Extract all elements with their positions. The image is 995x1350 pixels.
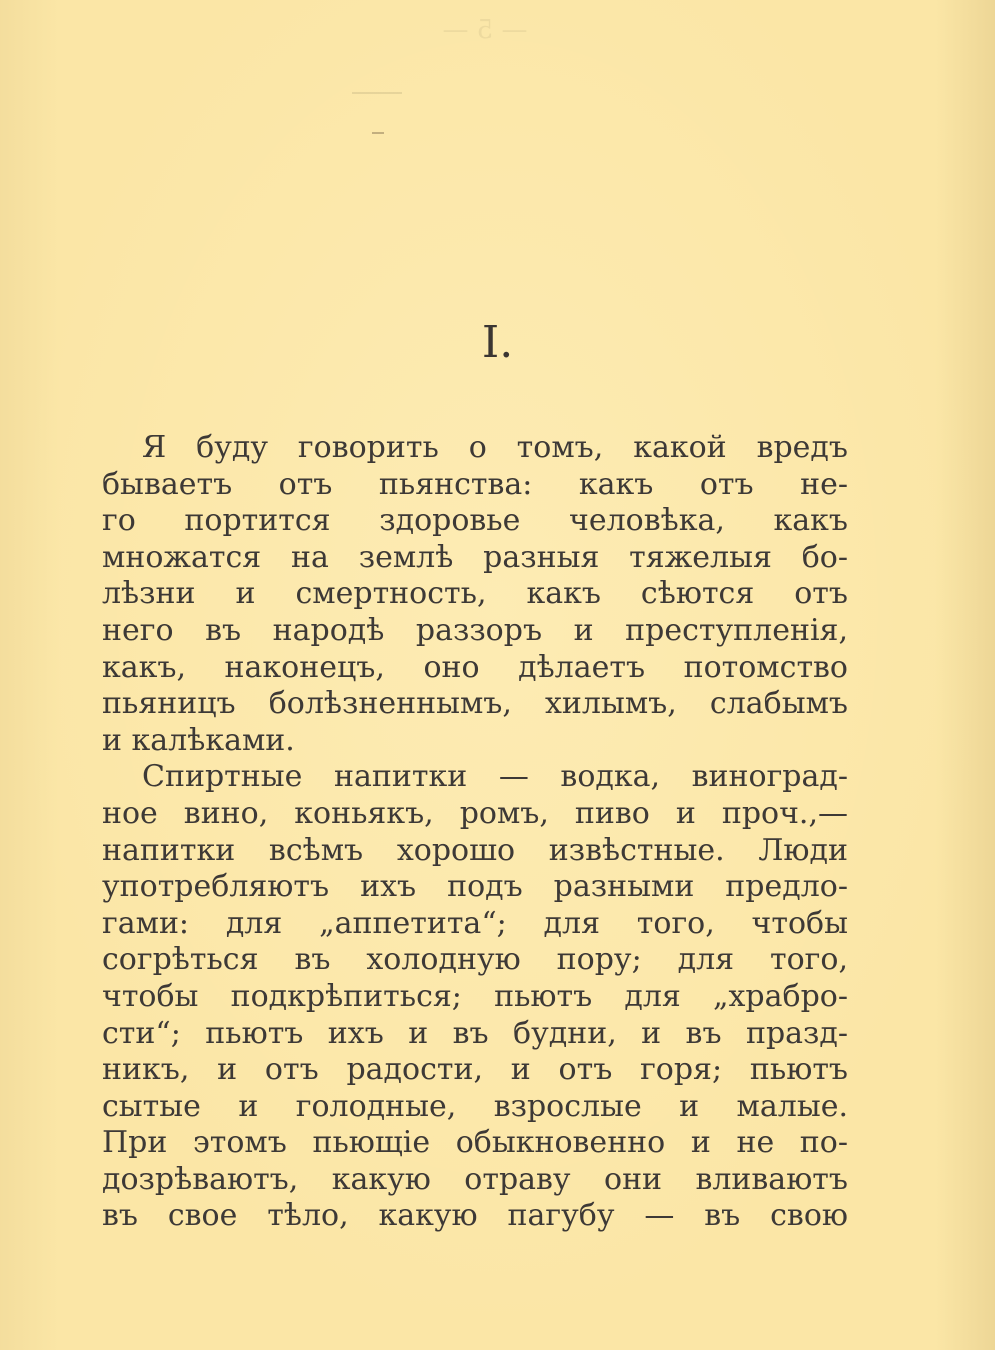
chapter-heading: I. (481, 317, 514, 368)
text-line: употребляютъ ихъ подъ разными предло- (102, 869, 848, 905)
text-line: согрѣться въ холодную пору; для того, (102, 942, 848, 978)
text-line: какъ, наконецъ, оно дѣлаетъ потомство (102, 649, 848, 685)
text-line: го портится здоровье человѣка, какъ (102, 503, 848, 539)
text-line: Я буду говорить о томъ, какой вредъ (142, 430, 848, 465)
faint-ornament (352, 92, 402, 98)
text-line: При этомъ пьющіе обыкновенно и не по- (102, 1125, 848, 1161)
text-line: Спиртные напитки — водка, виноград- (142, 759, 848, 795)
ornament-dash (372, 132, 384, 134)
text-line: никъ, и отъ радости, и отъ горя; пьютъ (102, 1052, 848, 1088)
text-line: него въ народѣ раззоръ и преступленія, (102, 612, 848, 648)
text-line: сытые и голодные, взрослые и малые. (102, 1088, 848, 1124)
text-line: напитки всѣмъ хорошо извѣстные. Люди (102, 832, 848, 868)
text-line: гами: для „аппетита“; для того, чтобы (102, 905, 848, 941)
text-line: бываетъ отъ пьянства: какъ отъ не- (102, 466, 848, 502)
text-line: лѣзни и смертность, какъ сѣются отъ (102, 576, 848, 612)
text-line: сти“; пьютъ ихъ и въ будни, и въ празд- (102, 1015, 848, 1051)
text-line: пьяницъ болѣзненнымъ, хилымъ, слабымъ (102, 686, 848, 722)
text-line: чтобы подкрѣпиться; пьютъ для „храбро- (102, 978, 848, 1014)
text-line: въ свое тѣло, какую пагубу — въ свою (102, 1198, 848, 1234)
bleed-through-page-number: — 5 — (442, 15, 528, 45)
text-line: ное вино, коньякъ, ромъ, пиво и проч.,— (102, 795, 848, 831)
paragraph-2 (102, 759, 848, 1235)
text-line: и калѣками. (102, 722, 295, 758)
text-line: множатся на землѣ разныя тяжелыя бо- (102, 539, 848, 575)
body-text (102, 430, 848, 1235)
paragraph-1 (102, 430, 848, 759)
text-line: дозрѣваютъ, какую отраву они вливаютъ (102, 1161, 848, 1197)
